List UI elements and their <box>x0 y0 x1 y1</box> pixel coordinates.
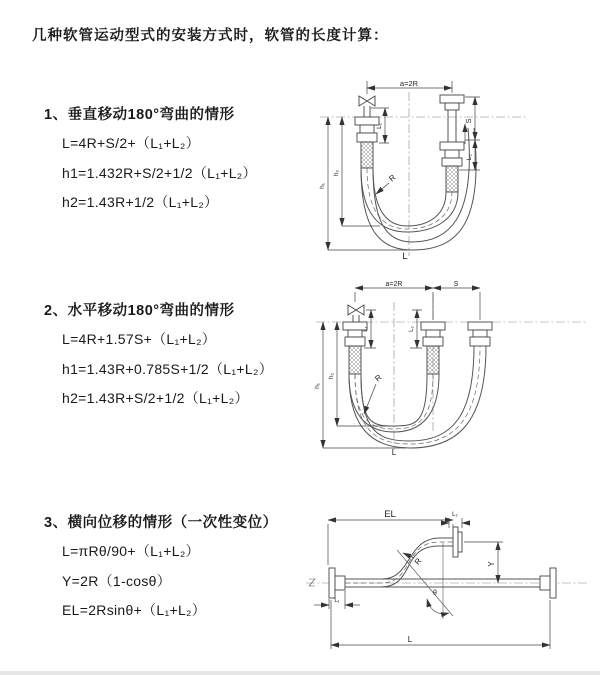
diagram-horizontal-bend <box>306 280 598 458</box>
formula-y: Y=2R（1-cosθ） <box>62 572 172 589</box>
formula-length: L=4R+S/2+（L₁+L₂） <box>62 135 200 151</box>
right-flange-fitting <box>468 322 492 346</box>
l2-label: L₂ <box>466 153 473 161</box>
length-label: L <box>407 635 413 644</box>
dimension-l2 <box>409 310 422 348</box>
section-3-heading: 3、横向位移的情形（一次性变位） <box>44 515 278 531</box>
valve-icon <box>359 96 375 117</box>
formula-el: EL=2Rsinθ+（L₁+L₂） <box>62 602 207 618</box>
braided-section <box>446 166 458 192</box>
section-horizontal-bend <box>44 299 273 418</box>
radius-callout <box>376 173 398 194</box>
formula-h2: h2=1.43R+S/2+1/2（L₁+L₂） <box>62 390 249 406</box>
y-label: Y <box>487 561 496 567</box>
radius-label: R <box>373 372 384 384</box>
centerline-break-symbol <box>309 579 315 586</box>
l1-label: L₁ <box>334 598 340 604</box>
l2-label: L₂ <box>409 326 415 332</box>
l2-label: L₂ <box>452 512 458 518</box>
right-flange-fitting <box>540 568 556 598</box>
length-label: L <box>391 448 397 457</box>
section-vertical-bend <box>44 103 257 222</box>
section-lateral-displacement <box>44 511 278 630</box>
s-label: S <box>453 281 459 288</box>
page-bottom-edge <box>0 671 600 675</box>
top-flange-fitting <box>453 527 462 557</box>
dimension-s <box>464 97 480 140</box>
braided-section <box>349 346 361 374</box>
hose-displaced-position <box>345 538 453 587</box>
page-title: 几种软管运动型式的安装方式时，软管的长度计算： <box>32 28 389 44</box>
right-flange-fitting <box>440 95 464 192</box>
radius-label: R <box>412 556 424 567</box>
l1-label: L₁ <box>363 326 369 332</box>
h1-label: h₁ <box>314 383 321 389</box>
hose-displaced-position <box>349 346 486 448</box>
l1-label: L₁ <box>376 123 383 129</box>
diagram-lateral-displacement <box>298 501 600 653</box>
radius-callout <box>364 373 384 414</box>
span-label: a=2R <box>385 281 403 288</box>
formula-length: L=πRθ/90+（L₁+L₂） <box>62 543 200 559</box>
dimension-y <box>464 542 503 583</box>
diagram-vertical-bend <box>308 76 598 262</box>
h1-label: h₁ <box>319 183 326 189</box>
h2-label: h₂ <box>328 372 335 380</box>
left-flange-fitting <box>329 568 345 598</box>
theta-label: θ <box>433 590 437 597</box>
valve-icon <box>348 305 364 322</box>
h2-label: h₂ <box>333 169 340 177</box>
middle-flange-fitting <box>421 322 445 374</box>
formula-h1: h1=1.432R+S/2+1/2（L₁+L₂） <box>62 164 257 181</box>
formula-h1: h1=1.43R+0.785S+1/2（L₁+L₂） <box>62 360 273 377</box>
formula-h2: h2=1.43R+1/2（L₁+L₂） <box>62 194 219 210</box>
span-label: a=2R <box>399 79 419 88</box>
section-1-heading: 1、垂直移动180°弯曲的情形 <box>44 107 235 123</box>
dimension-s <box>433 281 480 320</box>
braided-section <box>427 346 439 374</box>
s-label: S <box>464 118 473 124</box>
length-label: L <box>402 251 408 262</box>
dimension-span <box>367 79 452 94</box>
section-2-heading: 2、水平移动180°弯曲的情形 <box>44 303 235 319</box>
formula-length: L=4R+1.57S+（L₁+L₂） <box>62 331 217 347</box>
el-label: EL <box>384 509 396 520</box>
braided-section <box>361 142 373 168</box>
dimension-l1 <box>314 591 360 609</box>
dimension-el <box>328 509 453 565</box>
dimension-l <box>331 600 550 649</box>
radius-label: R <box>387 172 398 184</box>
